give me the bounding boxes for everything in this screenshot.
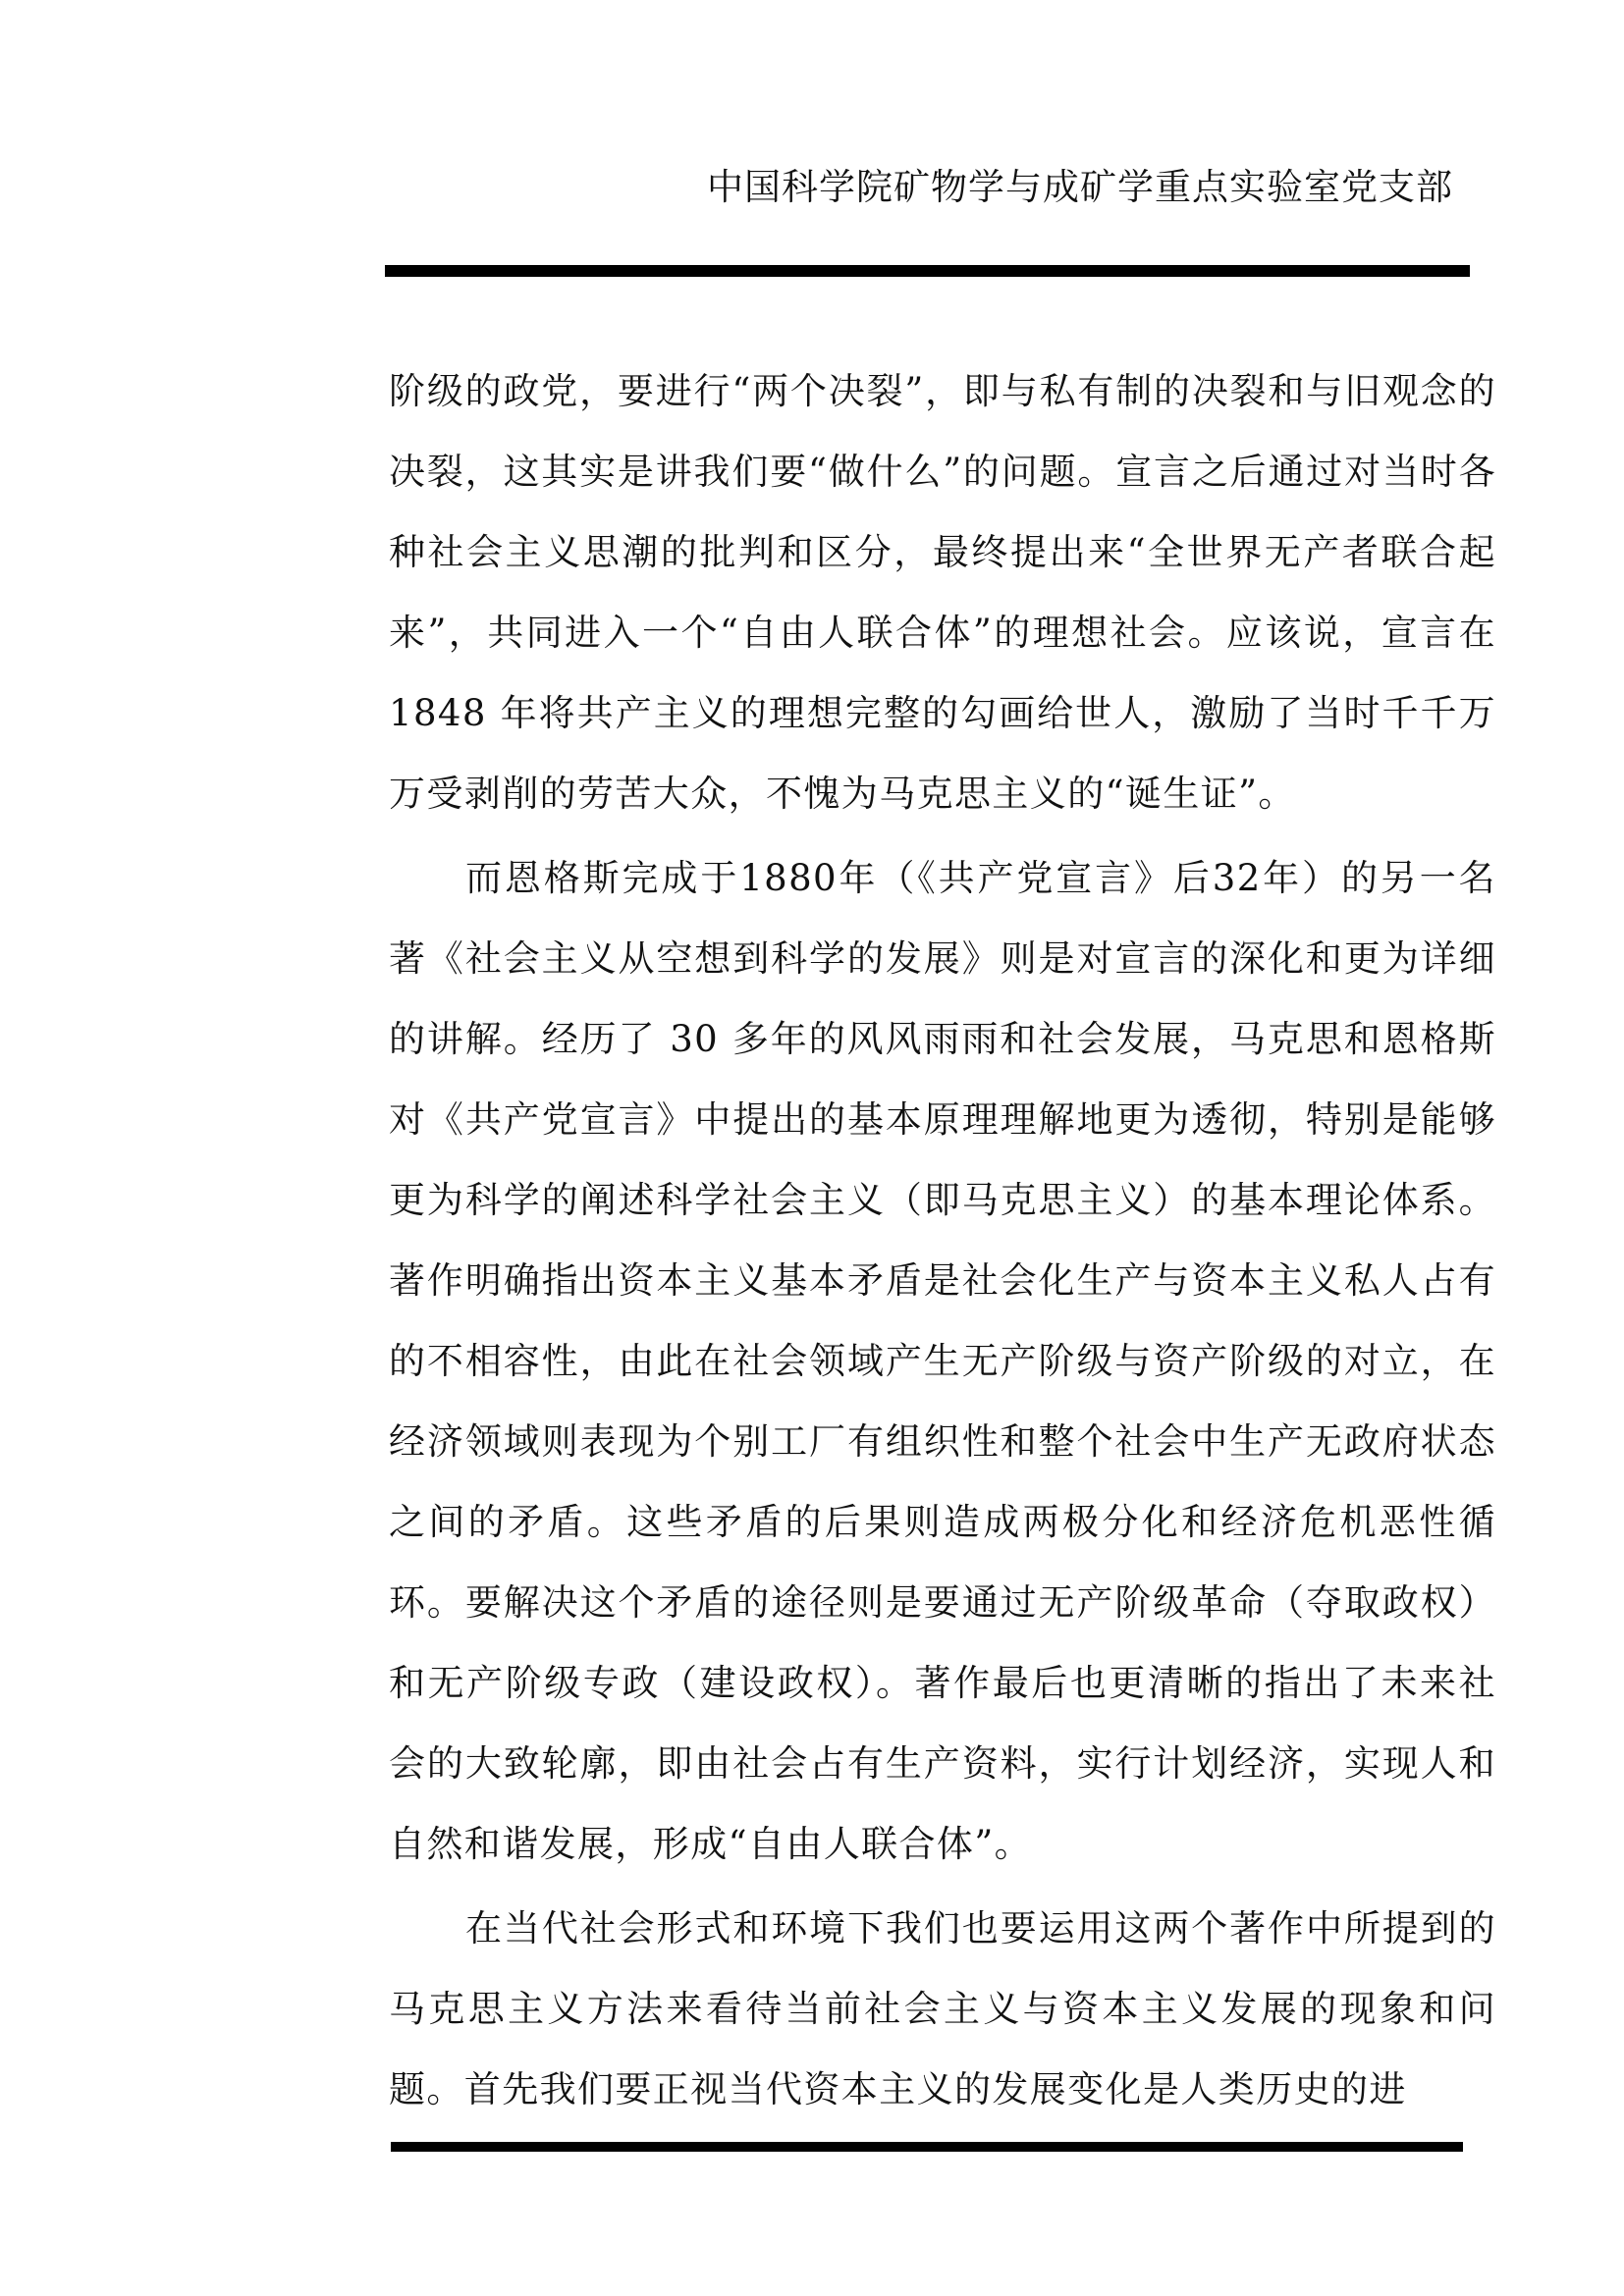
paragraph-continued: 阶级的政党，要进行“两个决裂”，即与私有制的决裂和与旧观念的决裂，这其实是讲我们要“做什么”的问题。宣言之后通过对当时各种社会主义思潮的批判和区分，最终提出来“全世界无产者联合起来”，共同进入一个“自由人联合体”的理想社会。应该说，宣言在 1848 年将共产主义的理想完整的勾画给世人，激励了当时千千万万受剥削的劳苦大众，不愧为马克思主义的“诞生证”。 [389,370,1496,815]
body-text [389,351,1496,2130]
paragraph-engels: 而恩格斯完成于1880年（《共产党宣言》后32年）的另一名著《社会主义从空想到科学的发展》则是对宣言的深化和更为详细的讲解。经历了 30 多年的风风雨雨和社会发展，马克思和恩格斯对《共产党宣言》中提出的基本原理理解地更为透彻，特别是能够更为科学的阐述科学社会主义（即马克思主义）的基本理论体系。著作明确指出资本主义基本矛盾是社会化生产与资本主义私人占有的不相容性，由此在社会领域产生无产阶级与资产阶级的对立，在经济领域则表现为个别工厂有组织性和整个社会中生产无政府状态之间的矛盾。这些矛盾的后果则造成两极分化和经济危机恶性循环。要解决这个矛盾的途径则是要通过无产阶级革命（夺取政权）和无产阶级专政（建设政权）。著作最后也更清晰的指出了未来社会的大致轮廓，即由社会占有生产资料，实行计划经济，实现人和自然和谐发展，形成“自由人联合体”。 [389,857,1496,1865]
paragraph-contemporary: 在当代社会形式和环境下我们也要运用这两个著作中所提到的马克思主义方法来看待当前社会主义与资本主义发展的现象和问题。首先我们要正视当代资本主义的发展变化是人类历史的进 [389,1907,1496,2110]
page-header-title: 中国科学院矿物学与成矿学重点实验室党支部 [707,166,1453,208]
header-rule [385,265,1470,277]
footer-rule [391,2142,1463,2152]
